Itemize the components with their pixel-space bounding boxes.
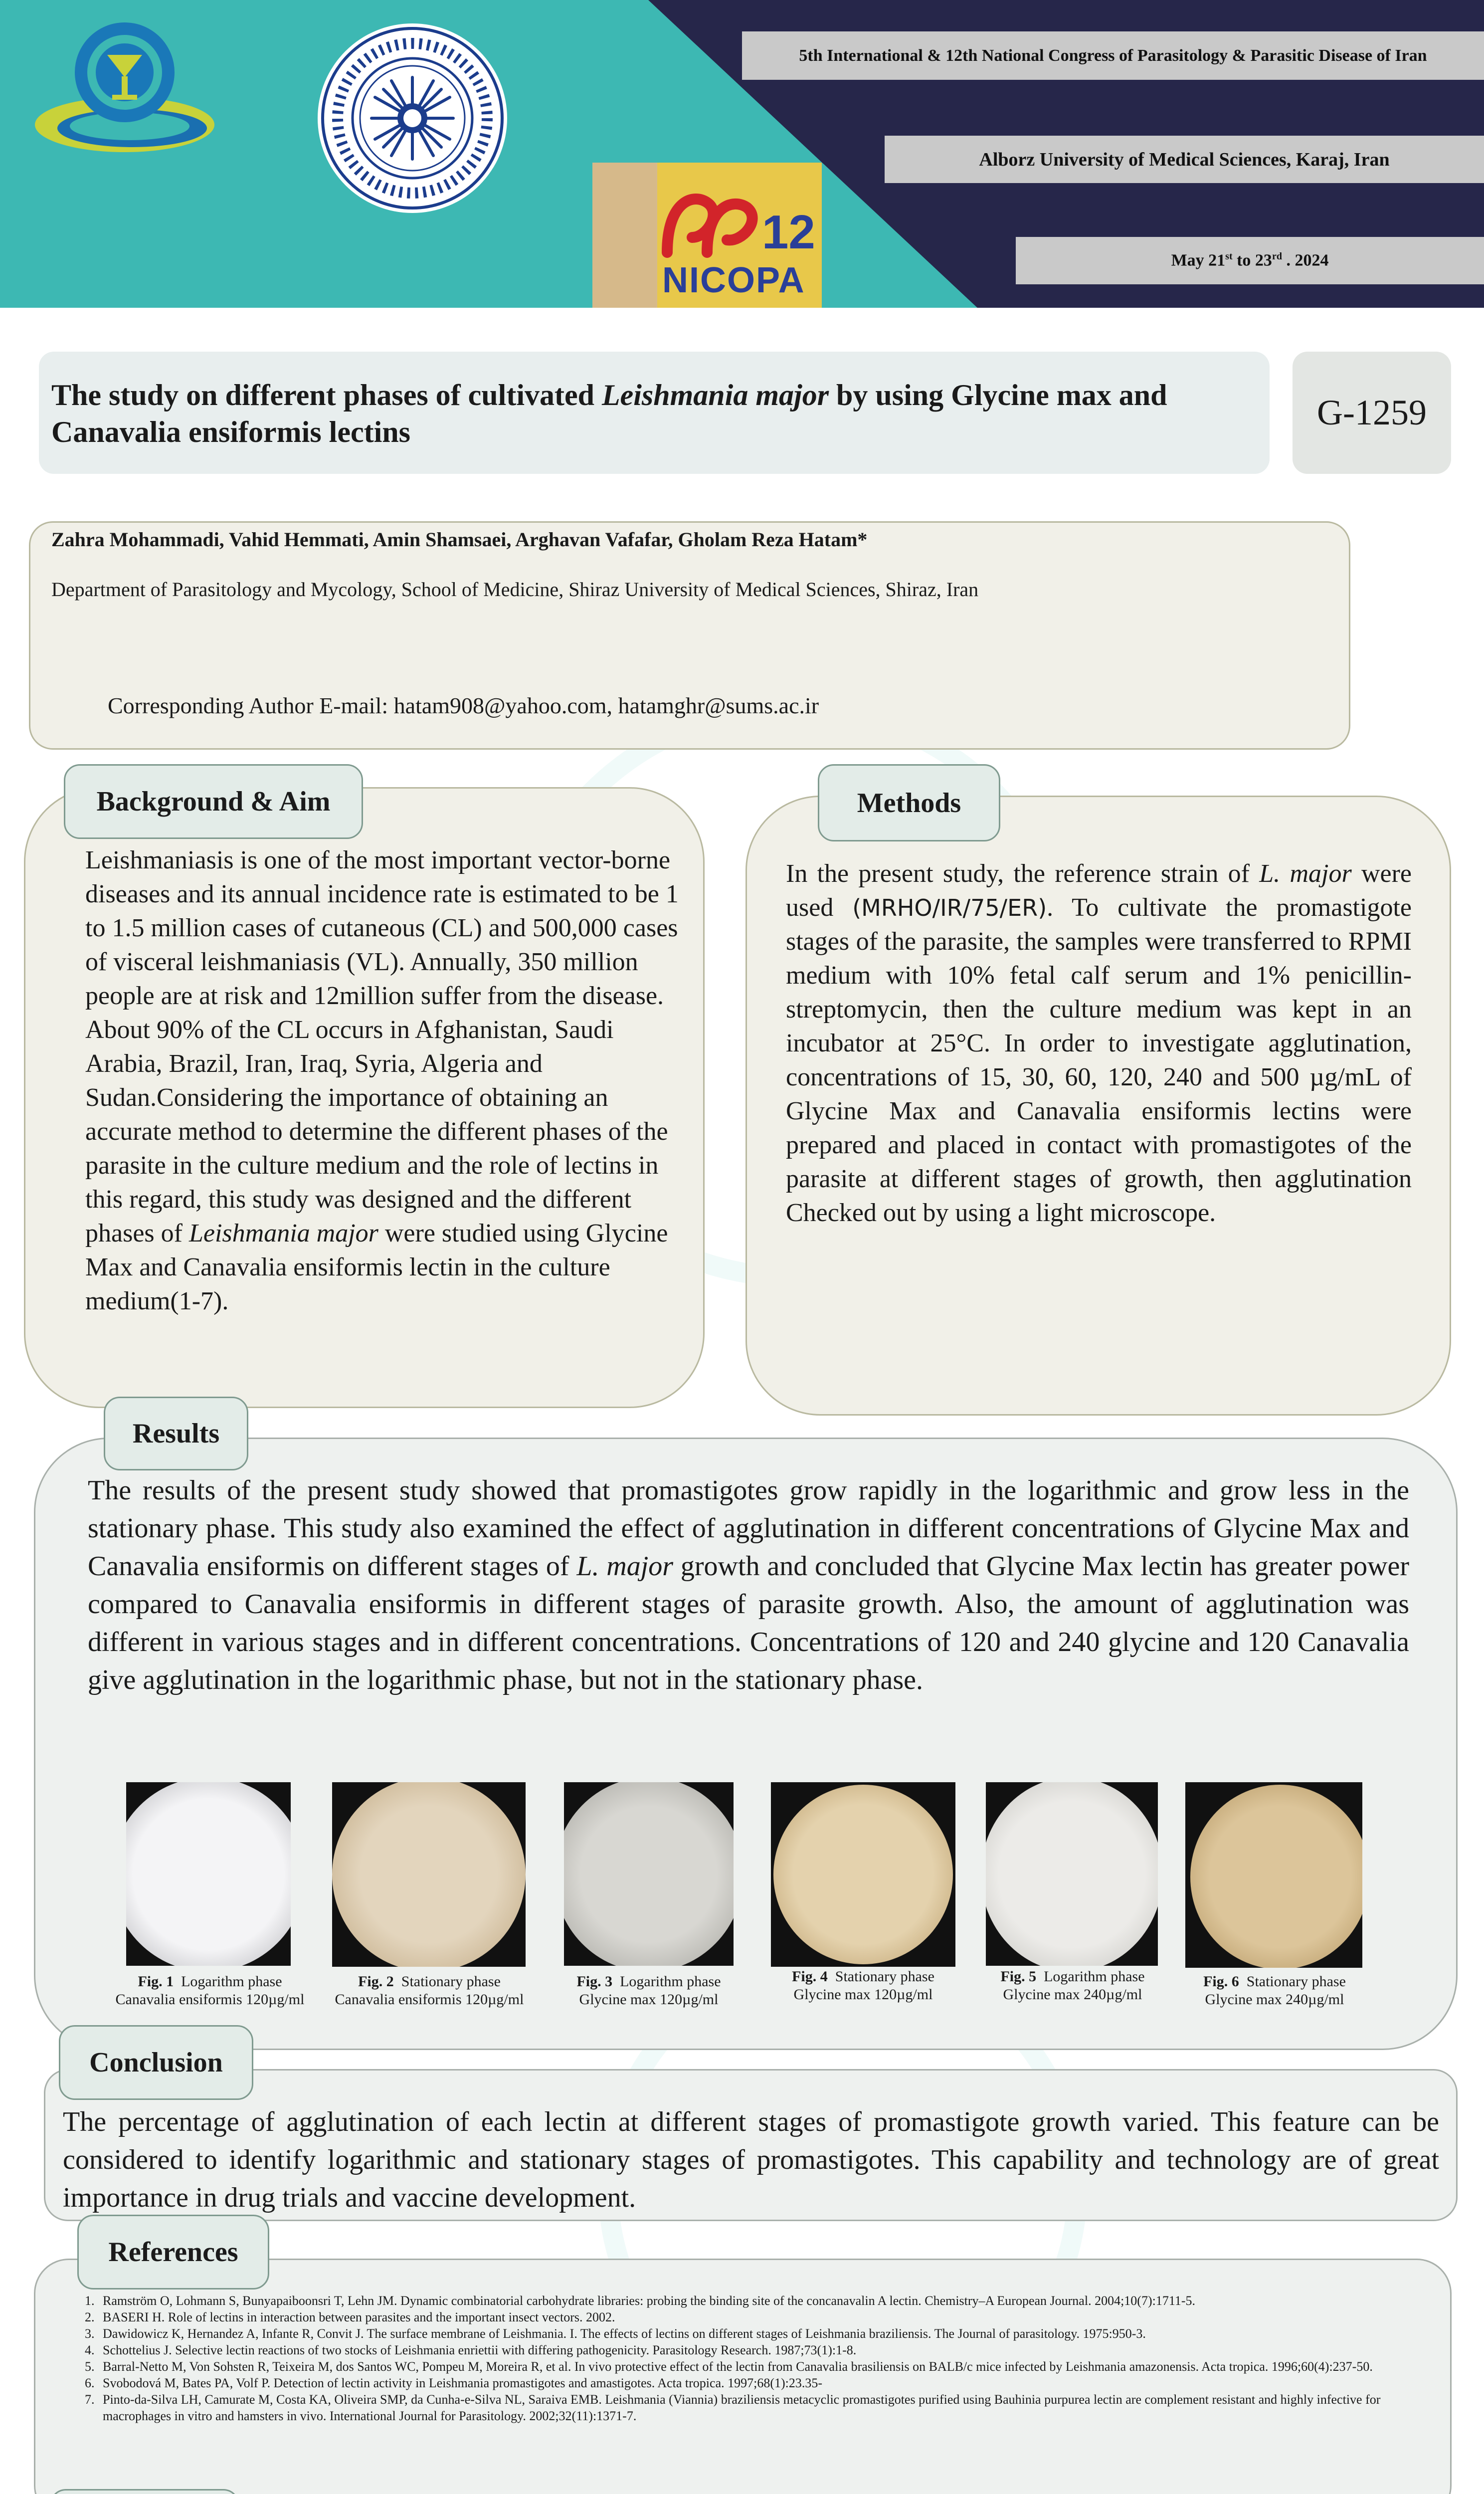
figure-2-caption: Fig. 2 Stationary phase Canavalia ensiformis 120µg/ml bbox=[335, 1973, 524, 2008]
title-box bbox=[39, 352, 1270, 474]
university-name: Alborz University of Medical Sciences, Karaj, Iran bbox=[979, 149, 1390, 170]
authors-panel bbox=[29, 521, 1350, 750]
references-panel bbox=[34, 2259, 1452, 2494]
figure-4-photo bbox=[771, 1782, 955, 1967]
conclusion-heading-tab bbox=[59, 2025, 253, 2100]
background-panel bbox=[24, 787, 705, 1408]
figure-3-disc bbox=[564, 1782, 734, 1966]
nicopa-wordmark: NICOPA bbox=[662, 260, 805, 300]
methods-text: In the present study, the reference strain of L. major were used (MRHO/IR/75/ER). To cultivate the promastigote stages of the parasite, the samples were transferred to RPMI medium with 10% fetal calf serum and 1% penicillin-streptomycin, then the culture medium was kept in an incubator at 25°C. In order to investigate agglutination, concentrations of 15, 30, 60, 120, 240 and 500 µg/mL of Glycine Max and Canavalia ensiformis lectins were prepared and placed in contact with promastigotes of the parasite at different stages of growth, then agglutination Checked out by using a light microscope. bbox=[786, 859, 1412, 1227]
figure-1-disc bbox=[126, 1782, 291, 1966]
congress-title-box bbox=[742, 31, 1484, 80]
author-list: Zahra Mohammadi, Vahid Hemmati, Amin Shamsaei, Arghavan Vafafar, Gholam Reza Hatam* bbox=[51, 528, 868, 551]
background-heading-tab bbox=[64, 764, 363, 839]
poster-title: The study on different phases of cultivated Leishmania major by using Glycine max and Canavalia ensiformis lectins bbox=[51, 379, 1167, 448]
society-logo-icon bbox=[317, 22, 509, 214]
figure-6-disc bbox=[1190, 1785, 1362, 1968]
keywords-heading-tab bbox=[50, 2489, 239, 2494]
figure-2-disc bbox=[332, 1782, 526, 1967]
figure-5-photo bbox=[986, 1782, 1158, 1966]
reference-item: 5. Barral-Netto M, Von Sohsten R, Teixeira M, dos Santos WC, Pompeu M, Moreira R, et al. In vivo protective effect of the lectin from Canavalia brasiliensis on BALB/c mice infected by Leishmania amazonensis. Acta tropica. 1996;60(4):237-50. bbox=[98, 2358, 1444, 2375]
congress-date: May 21st to 23rd . 2024 bbox=[1171, 251, 1329, 270]
reference-item: 4. Schottelius J. Selective lectin reactions of two stocks of Leishmania enriettii with differing pathogenicity. Parasitology Research. 1987;73(1):1-8. bbox=[98, 2342, 1444, 2358]
methods-heading-tab bbox=[818, 764, 1000, 841]
figure-4-caption: Fig. 4 Stationary phase Glycine max 120µg/ml bbox=[792, 1968, 934, 2003]
nicopa-logo bbox=[592, 163, 822, 308]
reference-item: 1. Ramström O, Lohmann S, Bunyapaiboonsri T, Lehn JM. Dynamic combinatorial carbohydrate libraries: probing the binding site of the concanavalin A lectin. Chemistry–A European Journal. 2004;10(7):1711-5. bbox=[98, 2292, 1444, 2309]
corresponding-email: Corresponding Author E-mail: hatam908@yahoo.com, hatamghr@sums.ac.ir bbox=[108, 693, 819, 718]
university-box bbox=[885, 136, 1484, 183]
reference-item: 2. BASERI H. Role of lectins in interaction between parasites and the important insect vectors. 2002. bbox=[98, 2309, 1444, 2325]
reference-item: 3. Dawidowicz K, Hernandez A, Infante R, Convit J. The surface membrane of Leishmania. I. The effects of lectins on different stages of Leishmania braziliensis. The Journal of parasitology. 1975:950-3. bbox=[98, 2325, 1444, 2342]
results-text: The results of the present study showed that promastigotes grow rapidly in the logarithmic and grow less in the stationary phase. This study also examined the effect of agglutination in different concentrations of Glycine Max and Canavalia ensiformis on different stages of L. major growth and concluded that Glycine Max lectin has greater power compared to Canavalia ensiformis in different stages of parasite growth. Also, the amount of agglutination was different in various stages and in different concentrations. Concentrations of 120 and 240 glycine and 120 Canavalia give agglutination in the logarithmic phase, but not in the stationary phase. bbox=[88, 1475, 1410, 1695]
background-text: Leishmaniasis is one of the most important vector-borne diseases and its annual incidence rate is estimated to be 1 to 1.5 million cases of cutaneous (CL) and 500,000 cases of visceral leishmaniasis (VL). Annually, 350 million people are at risk and 12million suffer from the disease. About 90% of the CL occurs in Afghanistan, Saudi Arabia, Brazil, Iran, Iraq, Syria, Algeria and Sudan.Considering the importance of obtaining an accurate method to determine the different phases of the parasite in the culture medium and the role of lectins in this regard, this study was designed and the different phases of Leishmania major were studied using Glycine Max and Canavalia ensiformis lectin in the culture medium(1-7). bbox=[85, 846, 679, 1315]
figure-2-photo bbox=[332, 1782, 526, 1967]
header-banner bbox=[0, 0, 1484, 308]
reference-item: 7. Pinto-da-Silva LH, Camurate M, Costa KA, Oliveira SMP, da Cunha-e-Silva NL, Saraiva EMB. Leishmania (Viannia) braziliensis metacyclic promastigotes purified using Bauhinia purpurea lectin are complement resistant and highly infective for macrophages in vitro and hamsters in vivo. International Journal for Parasitology. 2002;32(11):1371-7. bbox=[98, 2391, 1444, 2424]
reference-item: 6. Svobodová M, Bates PA, Volf P. Detection of lectin activity in Leishmania promastigotes and amastigotes. Acta tropica. 1997;68(1):23.35- bbox=[98, 2375, 1444, 2391]
nicopa-number: 12 bbox=[762, 206, 815, 259]
date-box bbox=[1016, 237, 1484, 284]
reference-list bbox=[63, 2292, 1444, 2424]
methods-panel bbox=[745, 796, 1451, 1416]
results-panel bbox=[34, 1438, 1458, 2050]
conclusion-heading: Conclusion bbox=[89, 2047, 223, 2078]
university-logo-icon bbox=[25, 17, 224, 167]
affiliation: Department of Parasitology and Mycology, School of Medicine, Shiraz University of Medical Sciences, Shiraz, Iran bbox=[51, 578, 979, 601]
figure-5-disc bbox=[986, 1782, 1158, 1966]
figure-5-caption: Fig. 5 Logarithm phase Glycine max 240µg/ml bbox=[1000, 1968, 1145, 2003]
background-heading: Background & Aim bbox=[96, 786, 331, 817]
figure-1-caption: Fig. 1 Logarithm phase Canavalia ensiformis 120µg/ml bbox=[115, 1973, 305, 2008]
figure-6-photo bbox=[1185, 1782, 1362, 1968]
abstract-code-box bbox=[1293, 352, 1451, 474]
abstract-code: G-1259 bbox=[1317, 393, 1427, 432]
results-heading-tab bbox=[104, 1397, 248, 1470]
conclusion-panel bbox=[44, 2069, 1458, 2221]
congress-title: 5th International & 12th National Congress of Parasitology & Parasitic Disease of Iran bbox=[799, 46, 1427, 65]
figure-4-disc bbox=[773, 1785, 953, 1964]
figure-3-caption: Fig. 3 Logarithm phase Glycine max 120µg/ml bbox=[576, 1973, 721, 2008]
methods-heading: Methods bbox=[857, 787, 961, 819]
figure-3-photo bbox=[564, 1782, 734, 1966]
conclusion-text: The percentage of agglutination of each lectin at different stages of promastigote growth varied. This feature can be considered to identify logarithmic and stationary stages of promastigotes. This capability and technology are of great importance in drug trials and vaccine development. bbox=[63, 2106, 1439, 2213]
figure-1-photo bbox=[126, 1782, 291, 1966]
results-heading: Results bbox=[132, 1418, 220, 1449]
references-heading: References bbox=[108, 2237, 238, 2268]
figure-6-caption: Fig. 6 Stationary phase Glycine max 240µg/ml bbox=[1203, 1973, 1346, 2008]
references-heading-tab bbox=[77, 2215, 269, 2289]
